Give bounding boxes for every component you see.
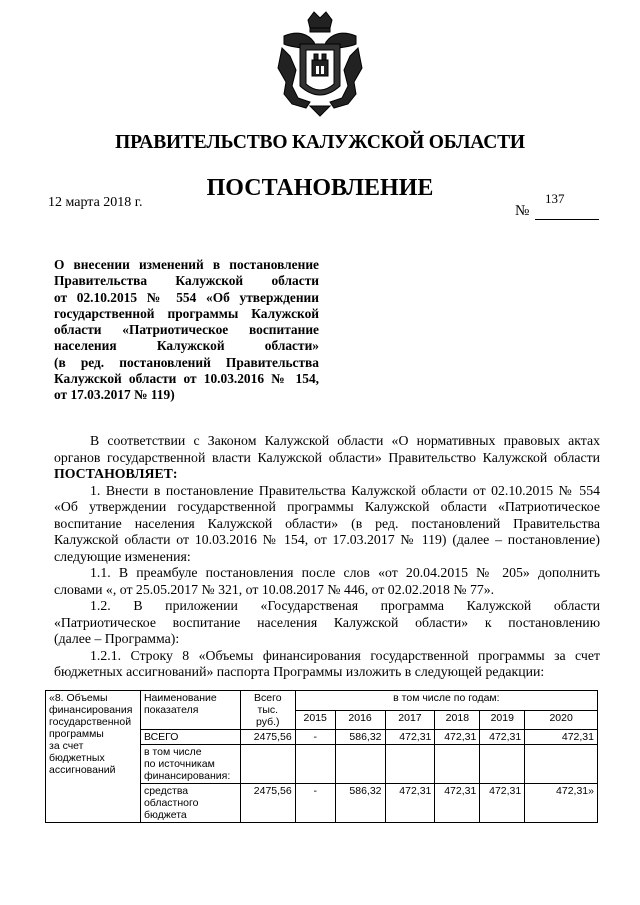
row-title-line: ассигнований (49, 764, 116, 776)
body-line: воспитание населения Калужской области» (в ред. постановлений Правительства (54, 515, 600, 531)
coat-of-arms-icon (270, 8, 370, 118)
header-line: показателя (143, 704, 199, 716)
subject-line: Правительства Калужской области (54, 273, 319, 289)
row-title-line: программы (49, 728, 104, 740)
body-line: 1.2. В приложении «Государственая программа Калужской области (90, 598, 600, 613)
year-cell: 2015 (295, 710, 335, 730)
empty-cell (240, 745, 295, 784)
value-cell: 472,31 (480, 784, 525, 823)
row-total-cell: 2475,56 (240, 730, 295, 745)
row-name-line: по источникам (143, 758, 215, 770)
row-title-line: «8. Объемы (49, 692, 108, 704)
year-cell: 2016 (335, 710, 385, 730)
body-line: Калужской области от 10.03.2016 № 154, от 17.03.2017 № 119) (далее – постановление) (54, 532, 600, 547)
header-name-cell (140, 691, 240, 730)
document-body (54, 433, 600, 681)
subject-line: от 02.10.2015 № 554 «Об утверждении (54, 289, 319, 305)
decree-keyword: ПОСТАНОВЛЯЕТ: (54, 466, 178, 481)
row-name-line: в том числе (143, 746, 202, 758)
row-title-line: финансирования (49, 704, 133, 716)
value-cell: 472,31 (480, 730, 525, 745)
document-type: ПОСТАНОВЛЕНИЕ (206, 175, 434, 201)
header-line: Наименование (143, 692, 217, 704)
row-name-line: областного (143, 797, 199, 809)
row-title-line: за счет (49, 740, 84, 752)
year-cell: 2019 (480, 710, 525, 730)
row-name-line: финансирования: (143, 770, 231, 782)
row-name-cell: ВСЕГО (140, 730, 240, 745)
body-line: «Патриотическое воспитание населения Калужской области» к постановлению (54, 614, 600, 630)
empty-cell (435, 745, 480, 784)
value-cell: 472,31 (385, 730, 435, 745)
value-cell: - (295, 784, 335, 823)
row-name-line: бюджета (143, 809, 187, 821)
body-line: (далее – Программа): (54, 631, 180, 646)
value-cell: 472,31» (525, 784, 598, 823)
empty-cell (525, 745, 598, 784)
number-label: № (515, 203, 530, 219)
body-line: следующие изменения: (54, 548, 191, 564)
value-cell: 472,31 (525, 730, 598, 745)
value-cell: 586,32 (335, 730, 385, 745)
subject-line: государственной программы Калужской (54, 305, 319, 321)
row-title-line: государственной (49, 716, 132, 728)
row-total-cell: 2475,56 (240, 784, 295, 823)
value-cell: 586,32 (335, 784, 385, 823)
row-title-cell (46, 691, 141, 823)
body-line: бюджетных ассигнований» паспорта Программы изложить в следующей редакции: (54, 664, 545, 679)
body-line: В соответствии с Законом Калужской области «О нормативных правовых актах (90, 433, 600, 448)
header-total-cell (240, 691, 295, 730)
year-cell: 2020 (525, 710, 598, 730)
subject-line: Калужской области от 10.03.2016 № 154, (54, 371, 319, 387)
number-underline (535, 219, 599, 220)
document-subject (54, 257, 319, 404)
value-cell: 472,31 (435, 730, 480, 745)
subject-line: О внесении изменений в постановление (54, 257, 319, 272)
year-cell: 2018 (435, 710, 480, 730)
row-title-line: бюджетных (49, 752, 105, 764)
document-number: 137 (545, 191, 565, 206)
document-date: 12 марта 2018 г. (48, 195, 143, 210)
row-name-cell (140, 784, 240, 823)
subject-line: области «Патриотическое воспитание (54, 322, 319, 338)
body-line: словами «, от 25.05.2017 № 321, от 10.08.2017 № 446, от 02.02.2018 № 77». (54, 581, 495, 597)
header-line: руб.) (256, 716, 280, 728)
value-cell: 472,31 (385, 784, 435, 823)
row-name-line: средства (143, 785, 189, 797)
header-line: тыс. (257, 704, 279, 716)
empty-cell (295, 745, 335, 784)
financing-table (45, 690, 598, 823)
header-line: Всего (254, 692, 282, 704)
row-name-cell (140, 745, 240, 784)
body-line: 1.2.1. Строку 8 «Объемы финансирования государственной программы за счет (90, 647, 600, 663)
subject-line: населения Калужской области» (54, 338, 319, 354)
value-cell: - (295, 730, 335, 745)
empty-cell (335, 745, 385, 784)
body-line: 1.1. В преамбуле постановления после слов «от 20.04.2015 № 205» дополнить (90, 565, 600, 580)
subject-line: от 17.03.2017 № 119) (54, 387, 175, 403)
body-line: 1. Внести в постановление Правительства Калужской области от 02.10.2015 № 554 (90, 482, 600, 498)
organization-name: ПРАВИТЕЛЬСТВО КАЛУЖСКОЙ ОБЛАСТИ (115, 132, 525, 153)
empty-cell (385, 745, 435, 784)
body-line: органов государственной власти Калужской области» Правительство Калужской области (54, 449, 600, 465)
subject-line: (в ред. постановлений Правительства (54, 354, 319, 370)
table-header-row (46, 691, 598, 711)
value-cell: 472,31 (435, 784, 480, 823)
empty-cell (480, 745, 525, 784)
header-years-caption: в том числе по годам: (295, 691, 597, 711)
year-cell: 2017 (385, 710, 435, 730)
body-line: «Об утверждении государственной программы Калужской области «Патриотическое (54, 499, 600, 514)
